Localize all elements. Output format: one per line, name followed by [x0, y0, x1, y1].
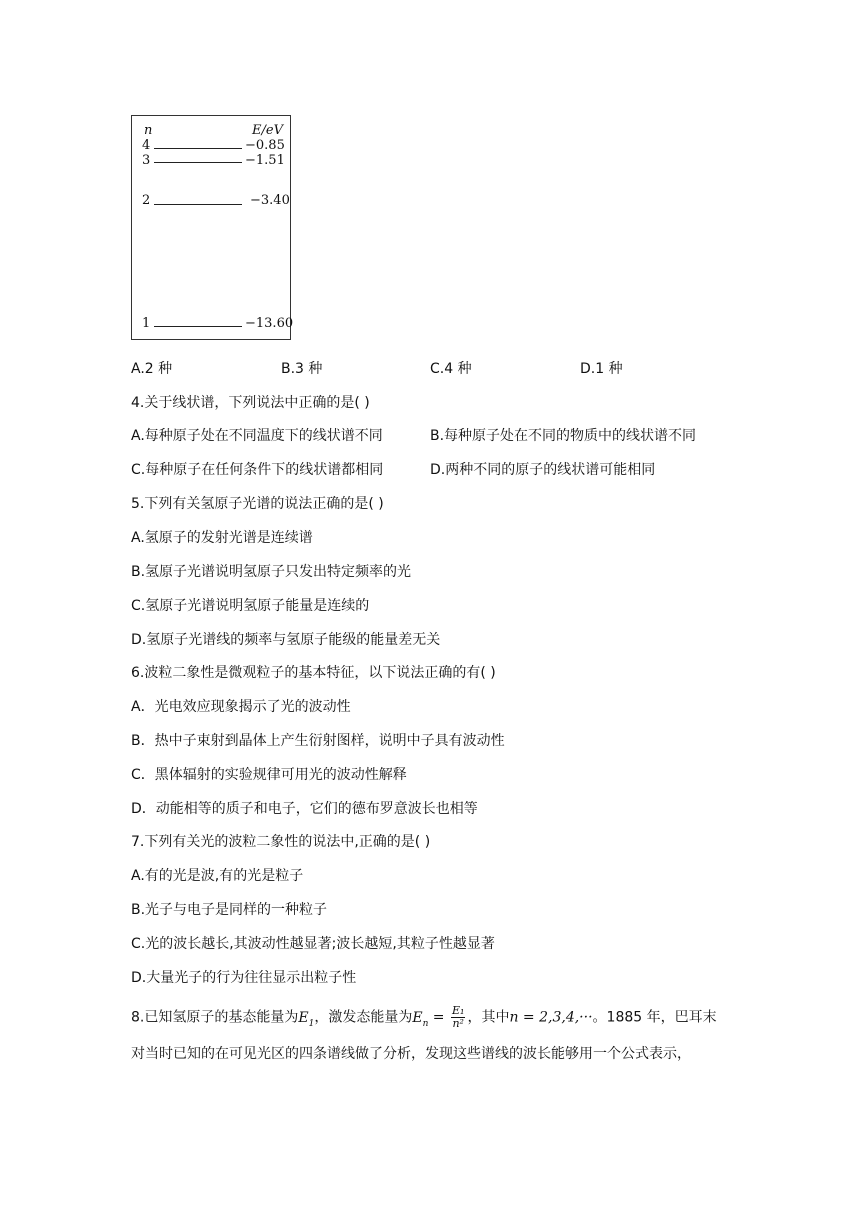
q6-option-b: B．热中子束射到晶体上产生衍射图样，说明中子具有波动性: [131, 733, 505, 749]
level-2-line: [154, 204, 242, 205]
q7-option-c: C.光的波长越长,其波动性越显著;波长越短,其粒子性越显著: [131, 936, 495, 952]
q8-frac-denominator: n²: [452, 1017, 464, 1030]
q5-option-c: C.氢原子光谱说明氢原子能量是连续的: [131, 598, 370, 614]
level-1-energy: −13.60: [245, 316, 294, 331]
q5-stem: 5.下列有关氢原子光谱的说法正确的是( ): [131, 496, 384, 512]
energy-axis-label: E/eV: [252, 123, 283, 138]
q8-e1: $E_1$: [298, 1009, 315, 1029]
q3-option-b: B.3 种: [281, 361, 323, 377]
q8-text-4: 。1885 年，巴耳末: [592, 1009, 717, 1026]
q8-text-2: ，激发态能量为: [314, 1009, 413, 1026]
q8-n-values: n = 2,3,4,···: [509, 1009, 593, 1026]
q8-eq: =: [428, 1009, 449, 1026]
level-1-line: [154, 326, 242, 327]
n-axis-label: n: [144, 123, 153, 138]
level-2-number: 2: [142, 193, 151, 208]
q6-option-c: C．黑体辐射的实验规律可用光的波动性解释: [131, 767, 407, 783]
level-3-number: 3: [142, 153, 151, 168]
q4-option-a: A.每种原子处在不同温度下的线状谱不同: [131, 428, 383, 444]
q4-option-d: D.两种不同的原子的线状谱可能相同: [430, 462, 656, 478]
level-3-line: [154, 162, 242, 163]
level-3-energy: −1.51: [245, 153, 285, 168]
q8-frac-numerator: E₁: [452, 1004, 465, 1017]
q8-line-1: [131, 1005, 717, 1033]
q5-option-d: D.氢原子光谱线的频率与氢原子能级的能量差无关: [131, 632, 441, 648]
q7-option-a: A.有的光是波,有的光是粒子: [131, 868, 304, 884]
level-4-energy: −0.85: [245, 138, 285, 153]
q5-option-b: B.氢原子光谱说明氢原子只发出特定频率的光: [131, 564, 412, 580]
q8-line-2: 对当时已知的在可见光区的四条谱线做了分析，发现这些谱线的波长能够用一个公式表示，: [131, 1046, 691, 1062]
q4-option-c: C.每种原子在任何条件下的线状谱都相同: [131, 462, 384, 478]
level-1-number: 1: [142, 316, 151, 331]
q6-option-d: D．动能相等的质子和电子，它们的德布罗意波长也相等: [131, 801, 478, 817]
q7-stem: 7.下列有关光的波粒二象性的说法中,正确的是( ): [131, 834, 431, 850]
q6-stem: 6.波粒二象性是微观粒子的基本特征，以下说法正确的有( ): [131, 665, 496, 681]
q8-fraction: [451, 1005, 465, 1030]
energy-level-diagram: [131, 115, 294, 340]
q3-option-a: A.2 种: [131, 361, 173, 377]
q6-option-a: A．光电效应现象揭示了光的波动性: [131, 699, 351, 715]
q8-text-1: 8.已知氢原子的基态能量为: [131, 1009, 299, 1026]
q8-text-3: ，其中: [467, 1009, 510, 1026]
q4-option-b: B.每种原子处在不同的物质中的线状谱不同: [430, 428, 697, 444]
q5-option-a: A.氢原子的发射光谱是连续谱: [131, 530, 313, 546]
q8-en: $E_n$: [412, 1009, 429, 1029]
q3-option-d: D.1 种: [580, 361, 623, 377]
q7-option-d: D.大量光子的行为往往显示出粒子性: [131, 970, 357, 986]
level-4-line: [154, 148, 242, 149]
level-4-number: 4: [142, 138, 151, 153]
q7-option-b: B.光子与电子是同样的一种粒子: [131, 902, 328, 918]
q3-option-c: C.4 种: [430, 361, 472, 377]
q4-stem: 4.关于线状谱，下列说法中正确的是( ): [131, 395, 370, 411]
level-2-energy: −3.40: [250, 193, 290, 208]
